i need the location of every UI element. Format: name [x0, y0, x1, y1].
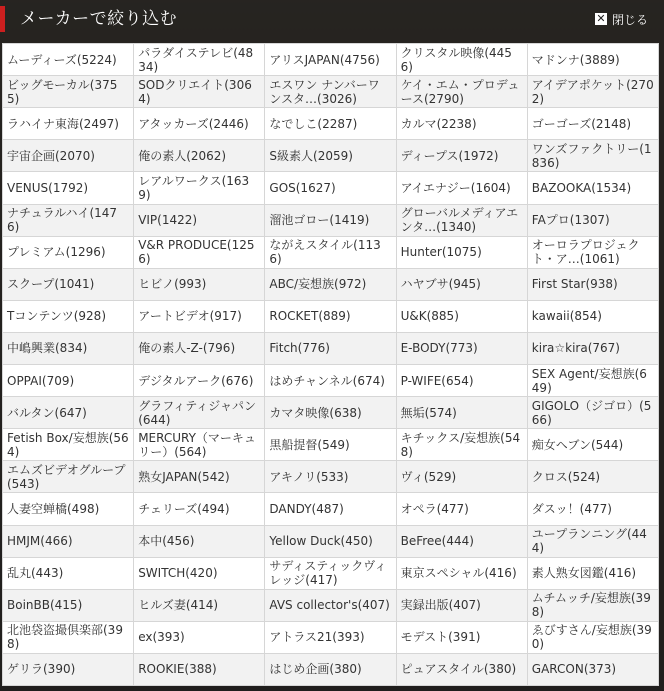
maker-link[interactable]: BAZOOKA(1534): [528, 172, 658, 203]
maker-link[interactable]: ゲリラ(390): [3, 654, 133, 685]
maker-link[interactable]: 熟女JAPAN(542): [134, 461, 264, 492]
close-icon: ✕: [596, 12, 606, 25]
maker-link[interactable]: ハヤブサ(945): [397, 269, 527, 300]
maker-link[interactable]: ヴィ(529): [397, 461, 527, 492]
maker-link[interactable]: クロス(524): [528, 461, 658, 492]
maker-link[interactable]: 本中(456): [134, 526, 264, 557]
maker-link[interactable]: kawaii(854): [528, 301, 658, 332]
maker-link[interactable]: レアルワークス(1639): [134, 172, 264, 203]
maker-link[interactable]: 溜池ゴロー(1419): [265, 205, 395, 236]
close-label: 閉じる: [611, 12, 648, 27]
maker-link[interactable]: バルタン(647): [3, 397, 133, 428]
maker-link[interactable]: 俺の素人(2062): [134, 140, 264, 171]
maker-link[interactable]: 東京スペシャル(416): [397, 558, 527, 589]
maker-link[interactable]: パラダイステレビ(4834): [134, 44, 264, 75]
maker-link[interactable]: ゑびすさん/妄想族(390): [528, 622, 658, 653]
modal-title: メーカーで絞り込む: [20, 9, 178, 29]
maker-link[interactable]: 無垢(574): [397, 397, 527, 428]
maker-link[interactable]: SEX Agent/妄想族(649): [528, 365, 658, 396]
maker-link[interactable]: ROCKET(889): [265, 301, 395, 332]
maker-link[interactable]: ゴーゴーズ(2148): [528, 108, 658, 139]
maker-link[interactable]: ex(393): [134, 622, 264, 653]
maker-link[interactable]: グラフィティジャパン(644): [134, 397, 264, 428]
maker-link[interactable]: ヒルズ妻(414): [134, 590, 264, 621]
maker-link[interactable]: BeFree(444): [397, 526, 527, 557]
maker-link[interactable]: ラハイナ東海(2497): [3, 108, 133, 139]
maker-link[interactable]: ダスッ！(477): [528, 493, 658, 524]
maker-link[interactable]: Yellow Duck(450): [265, 526, 395, 557]
maker-link[interactable]: Tコンテンツ(928): [3, 301, 133, 332]
maker-link[interactable]: チェリーズ(494): [134, 493, 264, 524]
maker-link[interactable]: Hunter(1075): [397, 237, 527, 268]
maker-link[interactable]: 乱丸(443): [3, 558, 133, 589]
maker-grid: [2, 43, 659, 686]
maker-link[interactable]: GARCON(373): [528, 654, 658, 685]
maker-link[interactable]: 中嶋興業(834): [3, 333, 133, 364]
maker-link[interactable]: P-WIFE(654): [397, 365, 527, 396]
maker-link[interactable]: アイデアポケット(2702): [528, 76, 658, 107]
maker-link[interactable]: BoinBB(415): [3, 590, 133, 621]
maker-link[interactable]: ナチュラルハイ(1476): [3, 205, 133, 236]
maker-link[interactable]: 宇宙企画(2070): [3, 140, 133, 171]
maker-link[interactable]: SODクリエイト(3064): [134, 76, 264, 107]
maker-link[interactable]: kira☆kira(767): [528, 333, 658, 364]
maker-link[interactable]: V&R PRODUCE(1256): [134, 237, 264, 268]
maker-link[interactable]: 黒船提督(549): [265, 429, 395, 460]
maker-link[interactable]: ディープス(1972): [397, 140, 527, 171]
maker-link[interactable]: アリスJAPAN(4756): [265, 44, 395, 75]
maker-link[interactable]: ROOKIE(388): [134, 654, 264, 685]
close-button[interactable]: [595, 9, 648, 29]
maker-link[interactable]: AVS collector's(407): [265, 590, 395, 621]
maker-link[interactable]: ユープランニング(444): [528, 526, 658, 557]
maker-link[interactable]: 人妻空蝉橋(498): [3, 493, 133, 524]
maker-link[interactable]: ケイ・エム・プロデュース(2790): [397, 76, 527, 107]
maker-link[interactable]: S級素人(2059): [265, 140, 395, 171]
maker-link[interactable]: カルマ(2238): [397, 108, 527, 139]
maker-link[interactable]: 俺の素人-Z-(796): [134, 333, 264, 364]
maker-link[interactable]: はめチャンネル(674): [265, 365, 395, 396]
maker-link[interactable]: 素人熟女図鑑(416): [528, 558, 658, 589]
maker-link[interactable]: なでしこ(2287): [265, 108, 395, 139]
maker-link[interactable]: GOS(1627): [265, 172, 395, 203]
maker-link[interactable]: 北池袋盗撮倶楽部(398): [3, 622, 133, 653]
maker-link[interactable]: アイエナジー(1604): [397, 172, 527, 203]
maker-link[interactable]: ワンズファクトリー(1836): [528, 140, 658, 171]
maker-link[interactable]: First Star(938): [528, 269, 658, 300]
maker-link[interactable]: モデスト(391): [397, 622, 527, 653]
maker-link[interactable]: VENUS(1792): [3, 172, 133, 203]
maker-link[interactable]: DANDY(487): [265, 493, 395, 524]
maker-link[interactable]: アキノリ(533): [265, 461, 395, 492]
maker-link[interactable]: エスワン ナンバーワンスタ…(3026): [265, 76, 395, 107]
maker-link[interactable]: マドンナ(3889): [528, 44, 658, 75]
maker-link[interactable]: アートビデオ(917): [134, 301, 264, 332]
maker-link[interactable]: グローバルメディアエンタ…(1340): [397, 205, 527, 236]
maker-link[interactable]: MERCURY（マーキュリー）(564): [134, 429, 264, 460]
maker-link[interactable]: OPPAI(709): [3, 365, 133, 396]
maker-link[interactable]: はじめ企画(380): [265, 654, 395, 685]
maker-link[interactable]: FAプロ(1307): [528, 205, 658, 236]
maker-link[interactable]: アタッカーズ(2446): [134, 108, 264, 139]
maker-link[interactable]: カマタ映像(638): [265, 397, 395, 428]
maker-link[interactable]: ABC/妄想族(972): [265, 269, 395, 300]
maker-link[interactable]: キチックス/妄想族(548): [397, 429, 527, 460]
maker-link[interactable]: アトラス21(393): [265, 622, 395, 653]
maker-link[interactable]: クリスタル映像(4456): [397, 44, 527, 75]
maker-link[interactable]: サディスティックヴィレッジ(417): [265, 558, 395, 589]
maker-link[interactable]: デジタルアーク(676): [134, 365, 264, 396]
maker-link[interactable]: ながえスタイル(1136): [265, 237, 395, 268]
maker-link[interactable]: ヒビノ(993): [134, 269, 264, 300]
maker-link[interactable]: スクープ(1041): [3, 269, 133, 300]
maker-link[interactable]: VIP(1422): [134, 205, 264, 236]
maker-link[interactable]: HMJM(466): [3, 526, 133, 557]
maker-link[interactable]: ピュアスタイル(380): [397, 654, 527, 685]
maker-link[interactable]: 実録出版(407): [397, 590, 527, 621]
title-accent-bar: [0, 6, 5, 32]
maker-link[interactable]: 痴女ヘブン(544): [528, 429, 658, 460]
maker-link[interactable]: SWITCH(420): [134, 558, 264, 589]
maker-link[interactable]: オーロラプロジェクト・ア…(1061): [528, 237, 658, 268]
maker-link[interactable]: GIGOLO（ジゴロ）(566): [528, 397, 658, 428]
maker-link[interactable]: エムズビデオグループ(543): [3, 461, 133, 492]
maker-link[interactable]: U&K(885): [397, 301, 527, 332]
maker-link[interactable]: Fetish Box/妄想族(564): [3, 429, 133, 460]
maker-link[interactable]: Fitch(776): [265, 333, 395, 364]
maker-link[interactable]: オペラ(477): [397, 493, 527, 524]
maker-link[interactable]: E-BODY(773): [397, 333, 527, 364]
maker-link[interactable]: ムチムッチ/妄想族(398): [528, 590, 658, 621]
maker-link[interactable]: プレミアム(1296): [3, 237, 133, 268]
maker-link[interactable]: ムーディーズ(5224): [3, 44, 133, 75]
maker-link[interactable]: ビッグモーカル(3755): [3, 76, 133, 107]
